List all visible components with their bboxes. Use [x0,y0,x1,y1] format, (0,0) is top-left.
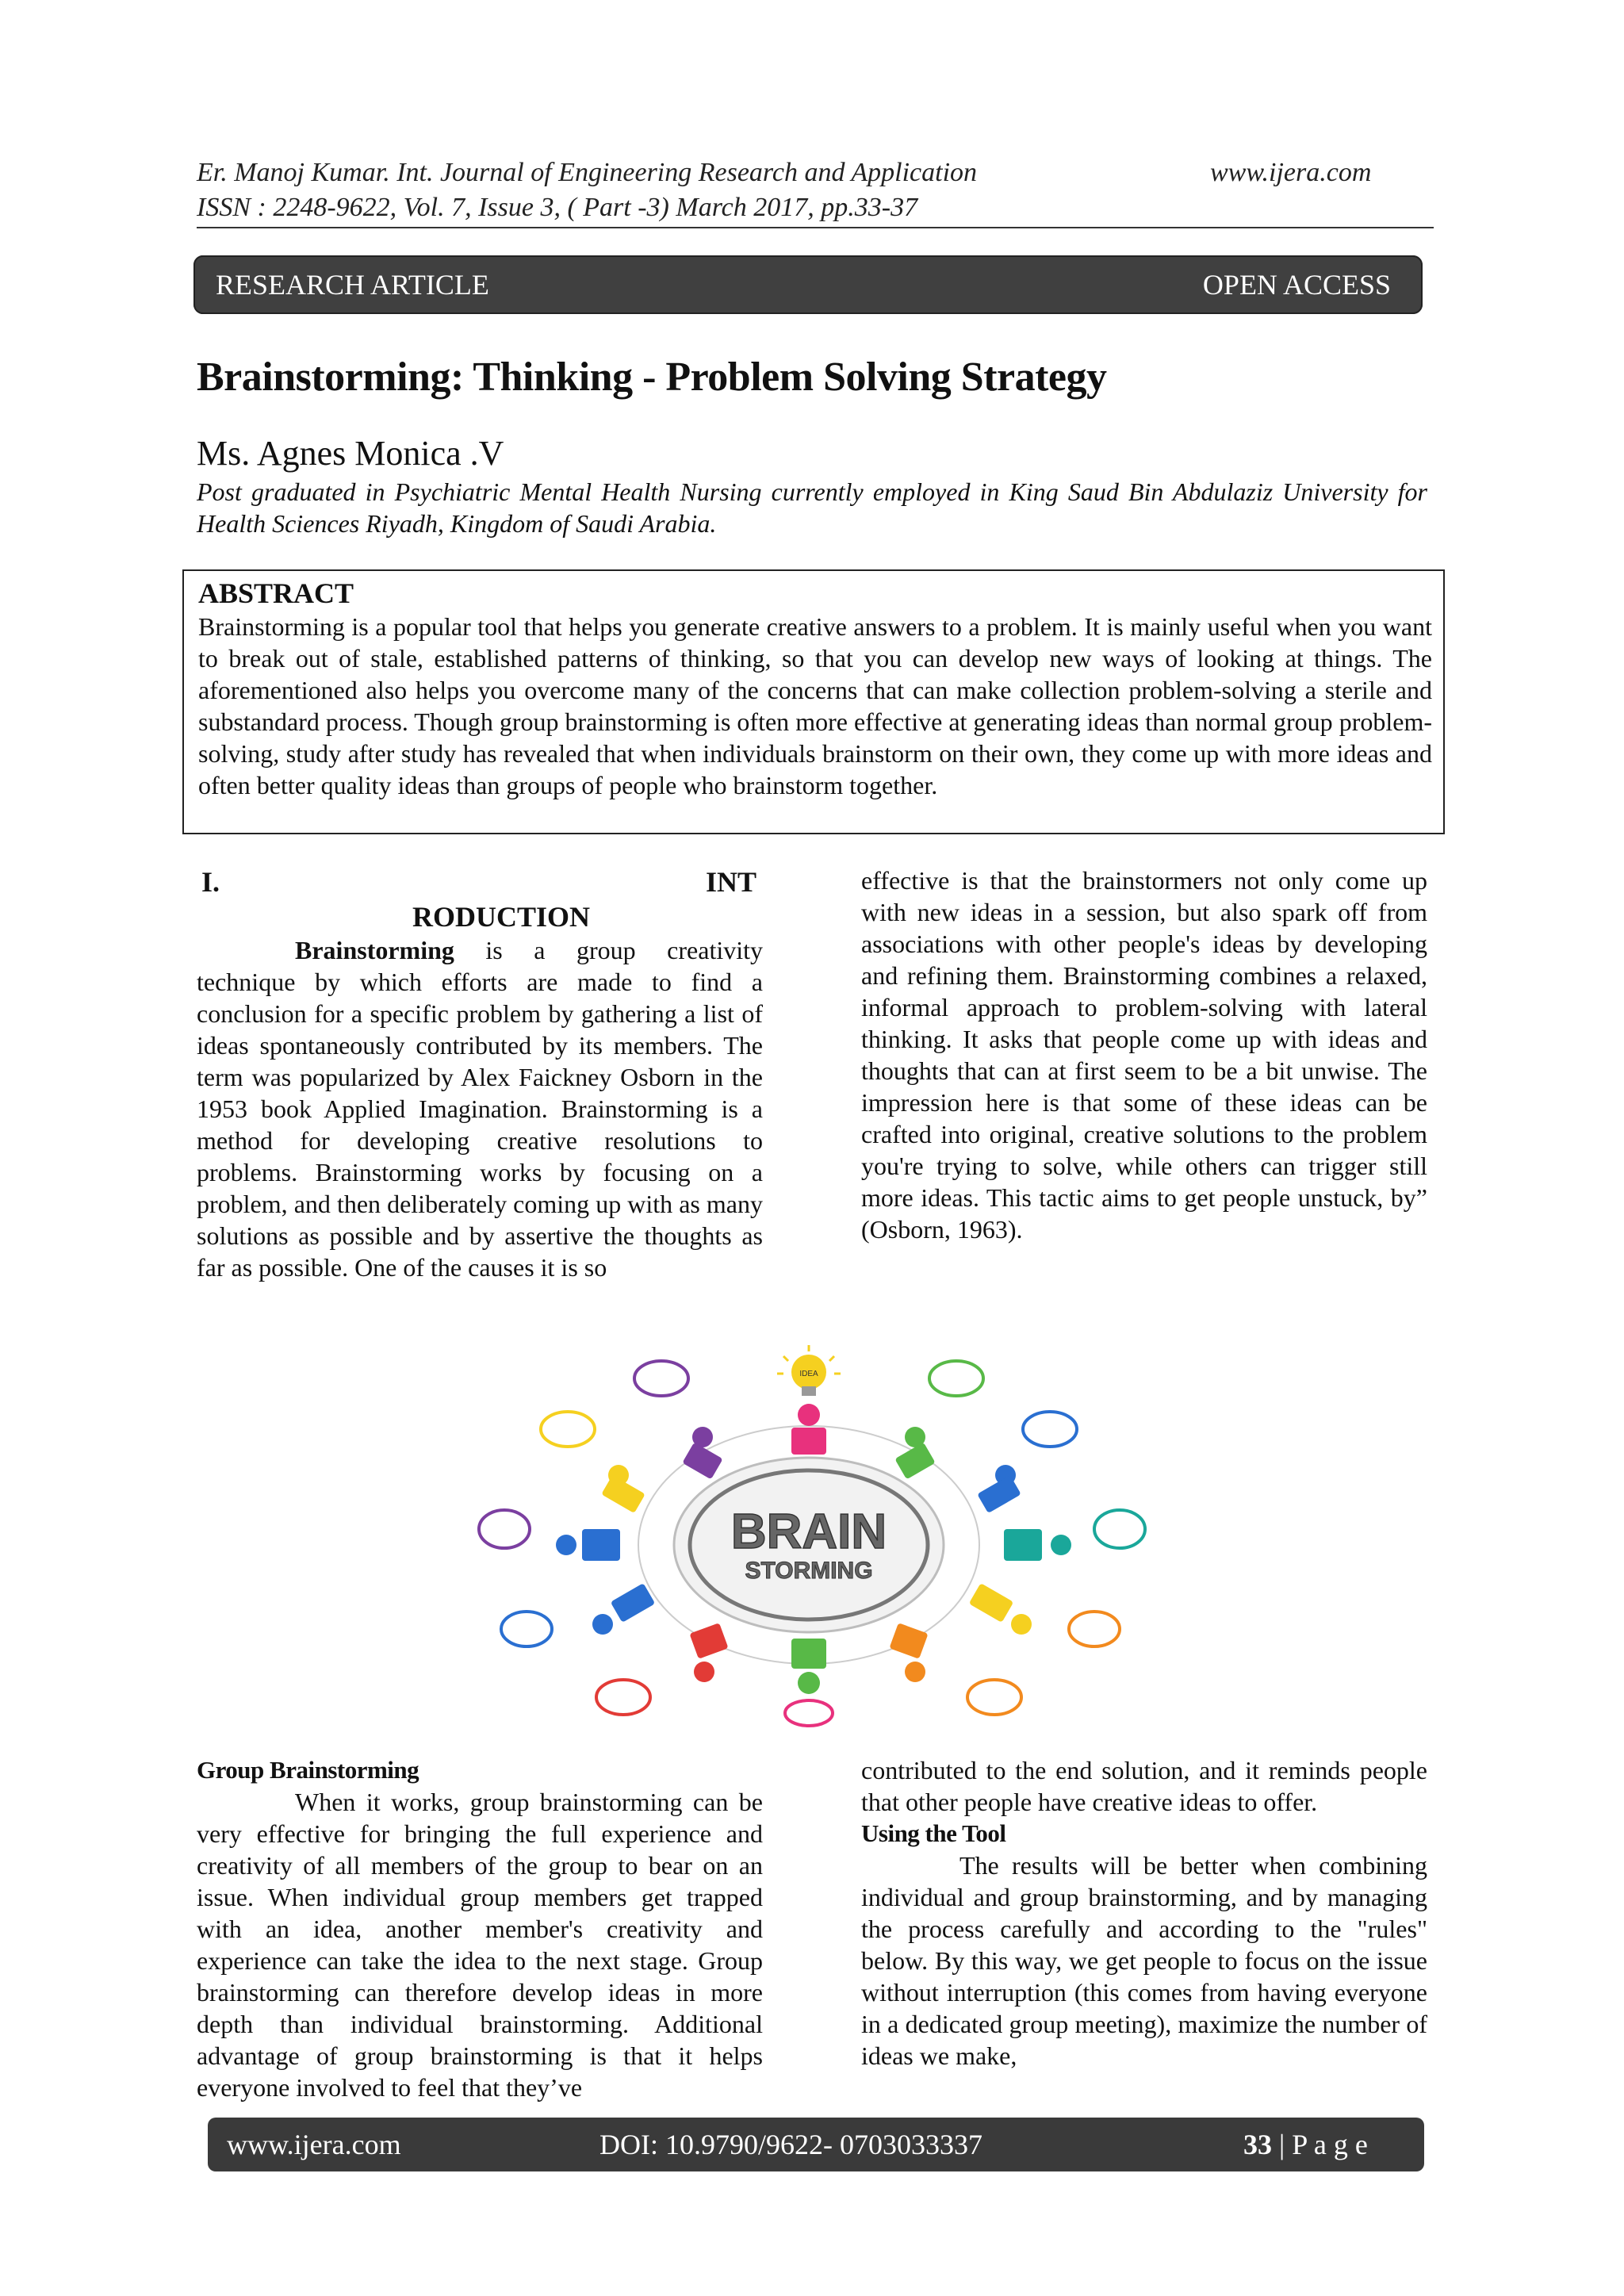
abstract-heading: ABSTRACT [198,577,354,609]
page-number: 33 [1243,2129,1272,2160]
journal-citation: Er. Manoj Kumar. Int. Journal of Engineering Research and Application [197,158,978,187]
intro-left-column [197,934,763,1283]
header-rule [197,227,1434,228]
center-text-storming: STORMING [745,1558,873,1584]
using-the-tool-text: The results will be better when combining individual and group brainstorming, and by managing the process carefully and according to the "rules" below. By this way, we get people to focus on the issue without interruption (this comes from having everyone in a dedicated group meeting), maximize the number of ideas we make, [861,1851,1427,2070]
thought-bubble-icon [967,1680,1021,1715]
using-the-tool-heading: Using the Tool [861,1819,1006,1847]
open-access-label: OPEN ACCESS [1202,269,1391,301]
bulb-label: IDEA [799,1370,818,1378]
issn-line: ISSN : 2248-9622, Vol. 7, Issue 3, ( Part -3) March 2017, pp.33-37 [197,193,918,222]
author-affiliation: Post graduated in Psychiatric Mental Health Nursing currently employed in King Saud Bin Abdulaziz University for Health Sciences Riyadh, Kingdom of Saudi Arabia. [197,477,1427,538]
brainstorm-center-disk [674,1458,944,1632]
article-type-banner [193,255,1423,314]
section-heading-part1: INT [706,866,757,898]
paper-title: Brainstorming: Thinking - Problem Solving Strategy [197,355,1107,400]
person-icon-left [556,1529,620,1561]
group-right-column [861,1754,1427,2072]
research-article-label: RESEARCH ARTICLE [216,269,489,301]
intro-left-text: is a group creativity technique by which efforts are made to find a conclusion for a specific problem by gathering a list of ideas spontaneously contributed by its members. The term was popularized by Alex Faickney Osborn in the 1953 book Applied Imagination. Brainstorming is a method for developing creative resolutions to problems. Brainstorming works by focusing on a problem, and then deliberately coming up with as many solutions as possible and by assertive the thoughts as far as possible. One of the causes it is so [197,936,763,1282]
section-number: I. [201,866,220,898]
section-heading-part2: RODUCTION [412,901,591,933]
group-left-text: When it works, group brainstorming can be very effective for bringing the full experience and creativity of all members of the group to bear on an issue. When individual group members get trapped with an idea, another member's creativity and experience can take the idea to the next stage. Group brainstorming can therefore develop ideas in more depth than individual brainstorming. Additional advantage of group brainstorming is that it helps everyone involved to feel that they’ve [197,1788,763,2102]
abstract-body: Brainstorming is a popular tool that helps you generate creative answers to a problem. It is mainly useful when you want to break out of stale, established patterns of thinking, so that you can develop new ways of looking at things. The aforementioned also helps you overcome many of the concerns that can make collection problem-solving a sterile and substandard process. Though group brainstorming is often more effective at generating ideas than normal group problem-solving, study after study has revealed that when individuals brainstorm on their own, they come up with more ideas and often better quality ideas than groups of people who brainstorm together. [198,612,1432,799]
person-icon-right [1004,1529,1071,1561]
person-icon-top [791,1404,826,1455]
brainstorming-figure [468,1340,1158,1729]
lightbulb-icon [777,1345,841,1396]
person-icon-lower-left [592,1583,655,1635]
center-text-brain: BRAIN [730,1504,887,1559]
page-footer [208,2118,1424,2171]
thought-bubble-icon [1023,1412,1077,1447]
person-icon-upper-left [601,1465,645,1513]
group-left-column [197,1754,763,2103]
thought-bubble-icon [634,1361,688,1396]
person-icon-bottom [791,1639,826,1694]
abstract-box [182,569,1445,834]
thought-bubble-icon [501,1612,552,1646]
thought-bubble-icon [785,1700,833,1726]
author-name: Ms. Agnes Monica .V [197,434,504,473]
footer-doi: DOI: 10.9790/9622- 0703033337 [599,2129,982,2160]
journal-website[interactable]: www.ijera.com [1210,158,1372,187]
footer-website[interactable]: www.ijera.com [227,2129,401,2160]
thought-bubble-icon [1069,1612,1120,1646]
footer-page [1243,2118,1368,2171]
person-icon-lower-right [969,1583,1032,1635]
thought-bubble-icon [479,1510,530,1548]
group-right-text: contributed to the end solution, and it reminds people that other people have creative ideas to offer. [861,1756,1427,1816]
intro-lead-term: Brainstorming [295,936,454,964]
page-label: | P a g e [1272,2129,1368,2160]
person-icon-upper-right [977,1465,1021,1513]
thought-bubble-icon [596,1680,650,1715]
thought-bubble-icon [1094,1510,1145,1548]
thought-bubble-icon [541,1412,595,1447]
group-brainstorming-heading: Group Brainstorming [197,1756,419,1784]
intro-right-column [861,864,1427,1245]
thought-bubble-icon [929,1361,983,1396]
intro-right-text: effective is that the brainstormers not only come up with new ideas in a session, but also spark off from associations with other people's ideas by developing and refining them. Brainstorming combines a relaxed, informal approach to problem-solving with lateral thinking. It asks that people come up with ideas and thoughts that can at first seem to be a bit unwise. The impression here is that some of these ideas can be crafted into original, creative solutions to the problem you're trying to solve, while others can trigger still more ideas. This tactic aims to get people unstuck, by” (Osborn, 1963). [861,866,1427,1244]
